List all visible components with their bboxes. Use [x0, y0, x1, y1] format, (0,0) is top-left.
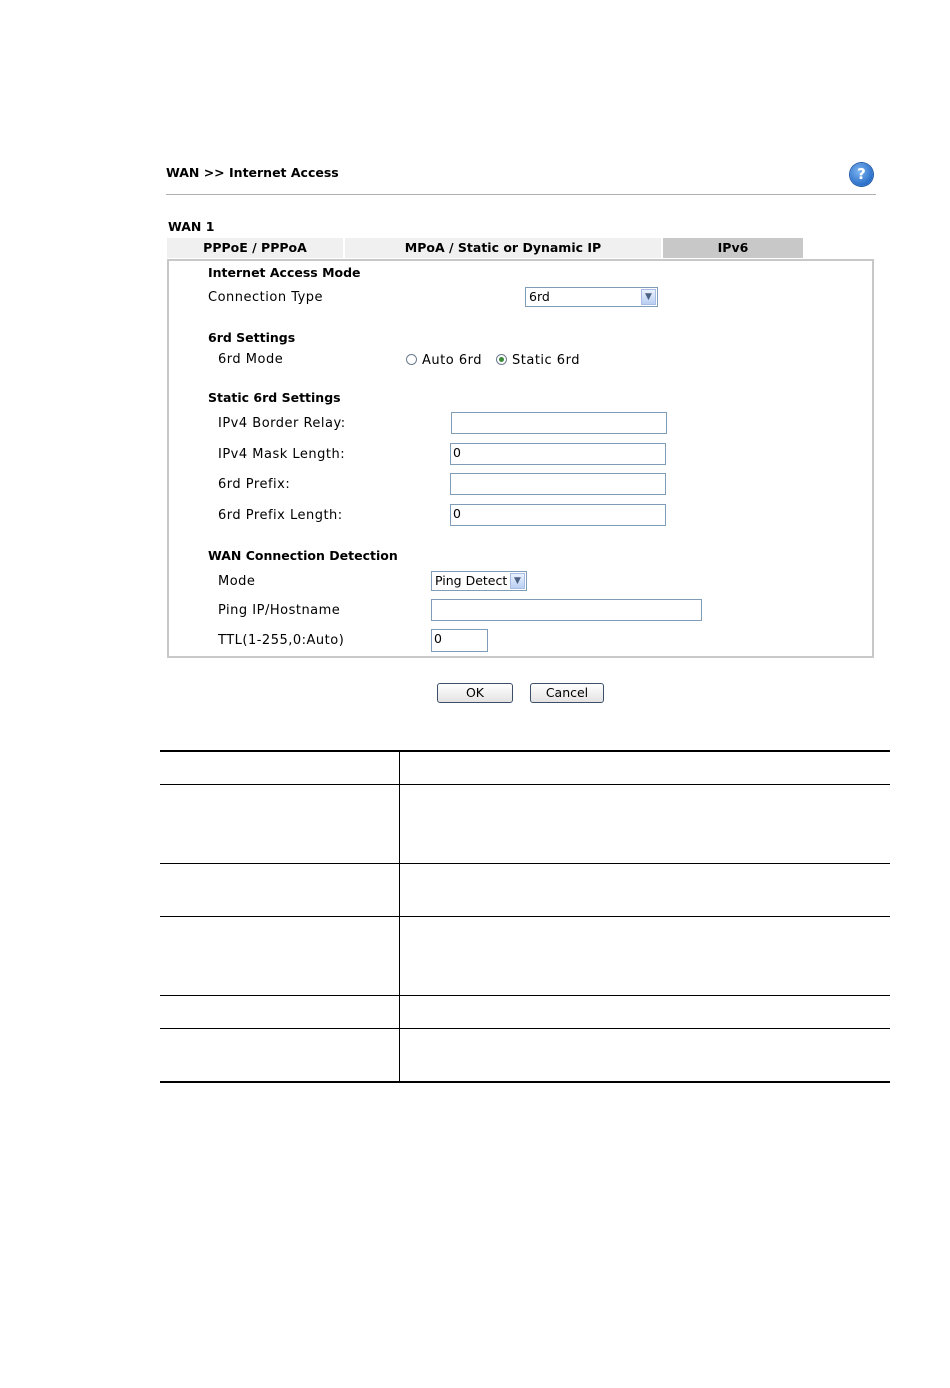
detection-mode-select[interactable] — [431, 571, 527, 591]
auto-6rd-radio[interactable] — [406, 354, 417, 365]
tab-pppoe-pppoa[interactable]: PPPoE / PPPoA — [167, 238, 343, 258]
ok-button[interactable]: OK — [437, 683, 513, 703]
ttl-input[interactable]: 0 — [431, 629, 488, 652]
connection-type-value: 6rd — [529, 289, 550, 304]
table-row-divider — [160, 995, 890, 996]
chevron-down-icon: ▼ — [510, 573, 525, 589]
detection-mode-label: Mode — [218, 574, 256, 589]
wan-label: WAN 1 — [168, 219, 215, 234]
connection-type-label: Connection Type — [208, 290, 324, 305]
detection-mode-value: Ping Detect — [435, 573, 508, 588]
chevron-down-icon: ▼ — [641, 289, 656, 305]
6rd-prefix-length-label: 6rd Prefix Length: — [218, 508, 343, 523]
ping-ip-hostname-input[interactable] — [431, 599, 702, 621]
static-6rd-radio[interactable] — [496, 354, 507, 365]
static-6rd-settings-heading: Static 6rd Settings — [208, 390, 341, 405]
tab-ipv6[interactable]: IPv6 — [663, 238, 803, 258]
breadcrumb: WAN >> Internet Access — [166, 165, 339, 180]
6rd-prefix-label: 6rd Prefix: — [218, 477, 291, 492]
table-row-divider — [160, 916, 890, 917]
6rd-prefix-length-input[interactable]: 0 — [450, 504, 666, 526]
connection-type-select[interactable] — [525, 287, 658, 307]
header-divider — [166, 194, 876, 195]
auto-6rd-label: Auto 6rd — [422, 353, 482, 368]
ipv4-border-relay-label: IPv4 Border Relay: — [218, 416, 346, 431]
table-bottom-border — [160, 1081, 890, 1083]
ipv4-mask-length-input[interactable]: 0 — [450, 443, 666, 465]
table-row-divider — [160, 1028, 890, 1029]
ping-ip-hostname-label: Ping IP/Hostname — [218, 603, 341, 618]
6rd-prefix-input[interactable] — [450, 473, 666, 495]
internet-access-mode-heading: Internet Access Mode — [208, 265, 361, 280]
wan-connection-detection-heading: WAN Connection Detection — [208, 548, 398, 563]
table-top-border — [160, 750, 890, 752]
cancel-button[interactable]: Cancel — [530, 683, 604, 703]
help-icon[interactable]: ? — [850, 163, 873, 186]
static-6rd-label: Static 6rd — [512, 353, 580, 368]
table-column-divider — [399, 751, 400, 1082]
ttl-label: TTL(1-255,0:Auto) — [218, 633, 345, 648]
ipv4-border-relay-input[interactable] — [451, 412, 667, 434]
6rd-mode-label: 6rd Mode — [218, 352, 284, 367]
table-row-divider — [160, 784, 890, 785]
ipv4-mask-length-label: IPv4 Mask Length: — [218, 447, 346, 462]
table-row-divider — [160, 863, 890, 864]
6rd-settings-heading: 6rd Settings — [208, 330, 296, 345]
tab-mpoa-static-dynamic[interactable]: MPoA / Static or Dynamic IP — [345, 238, 661, 258]
